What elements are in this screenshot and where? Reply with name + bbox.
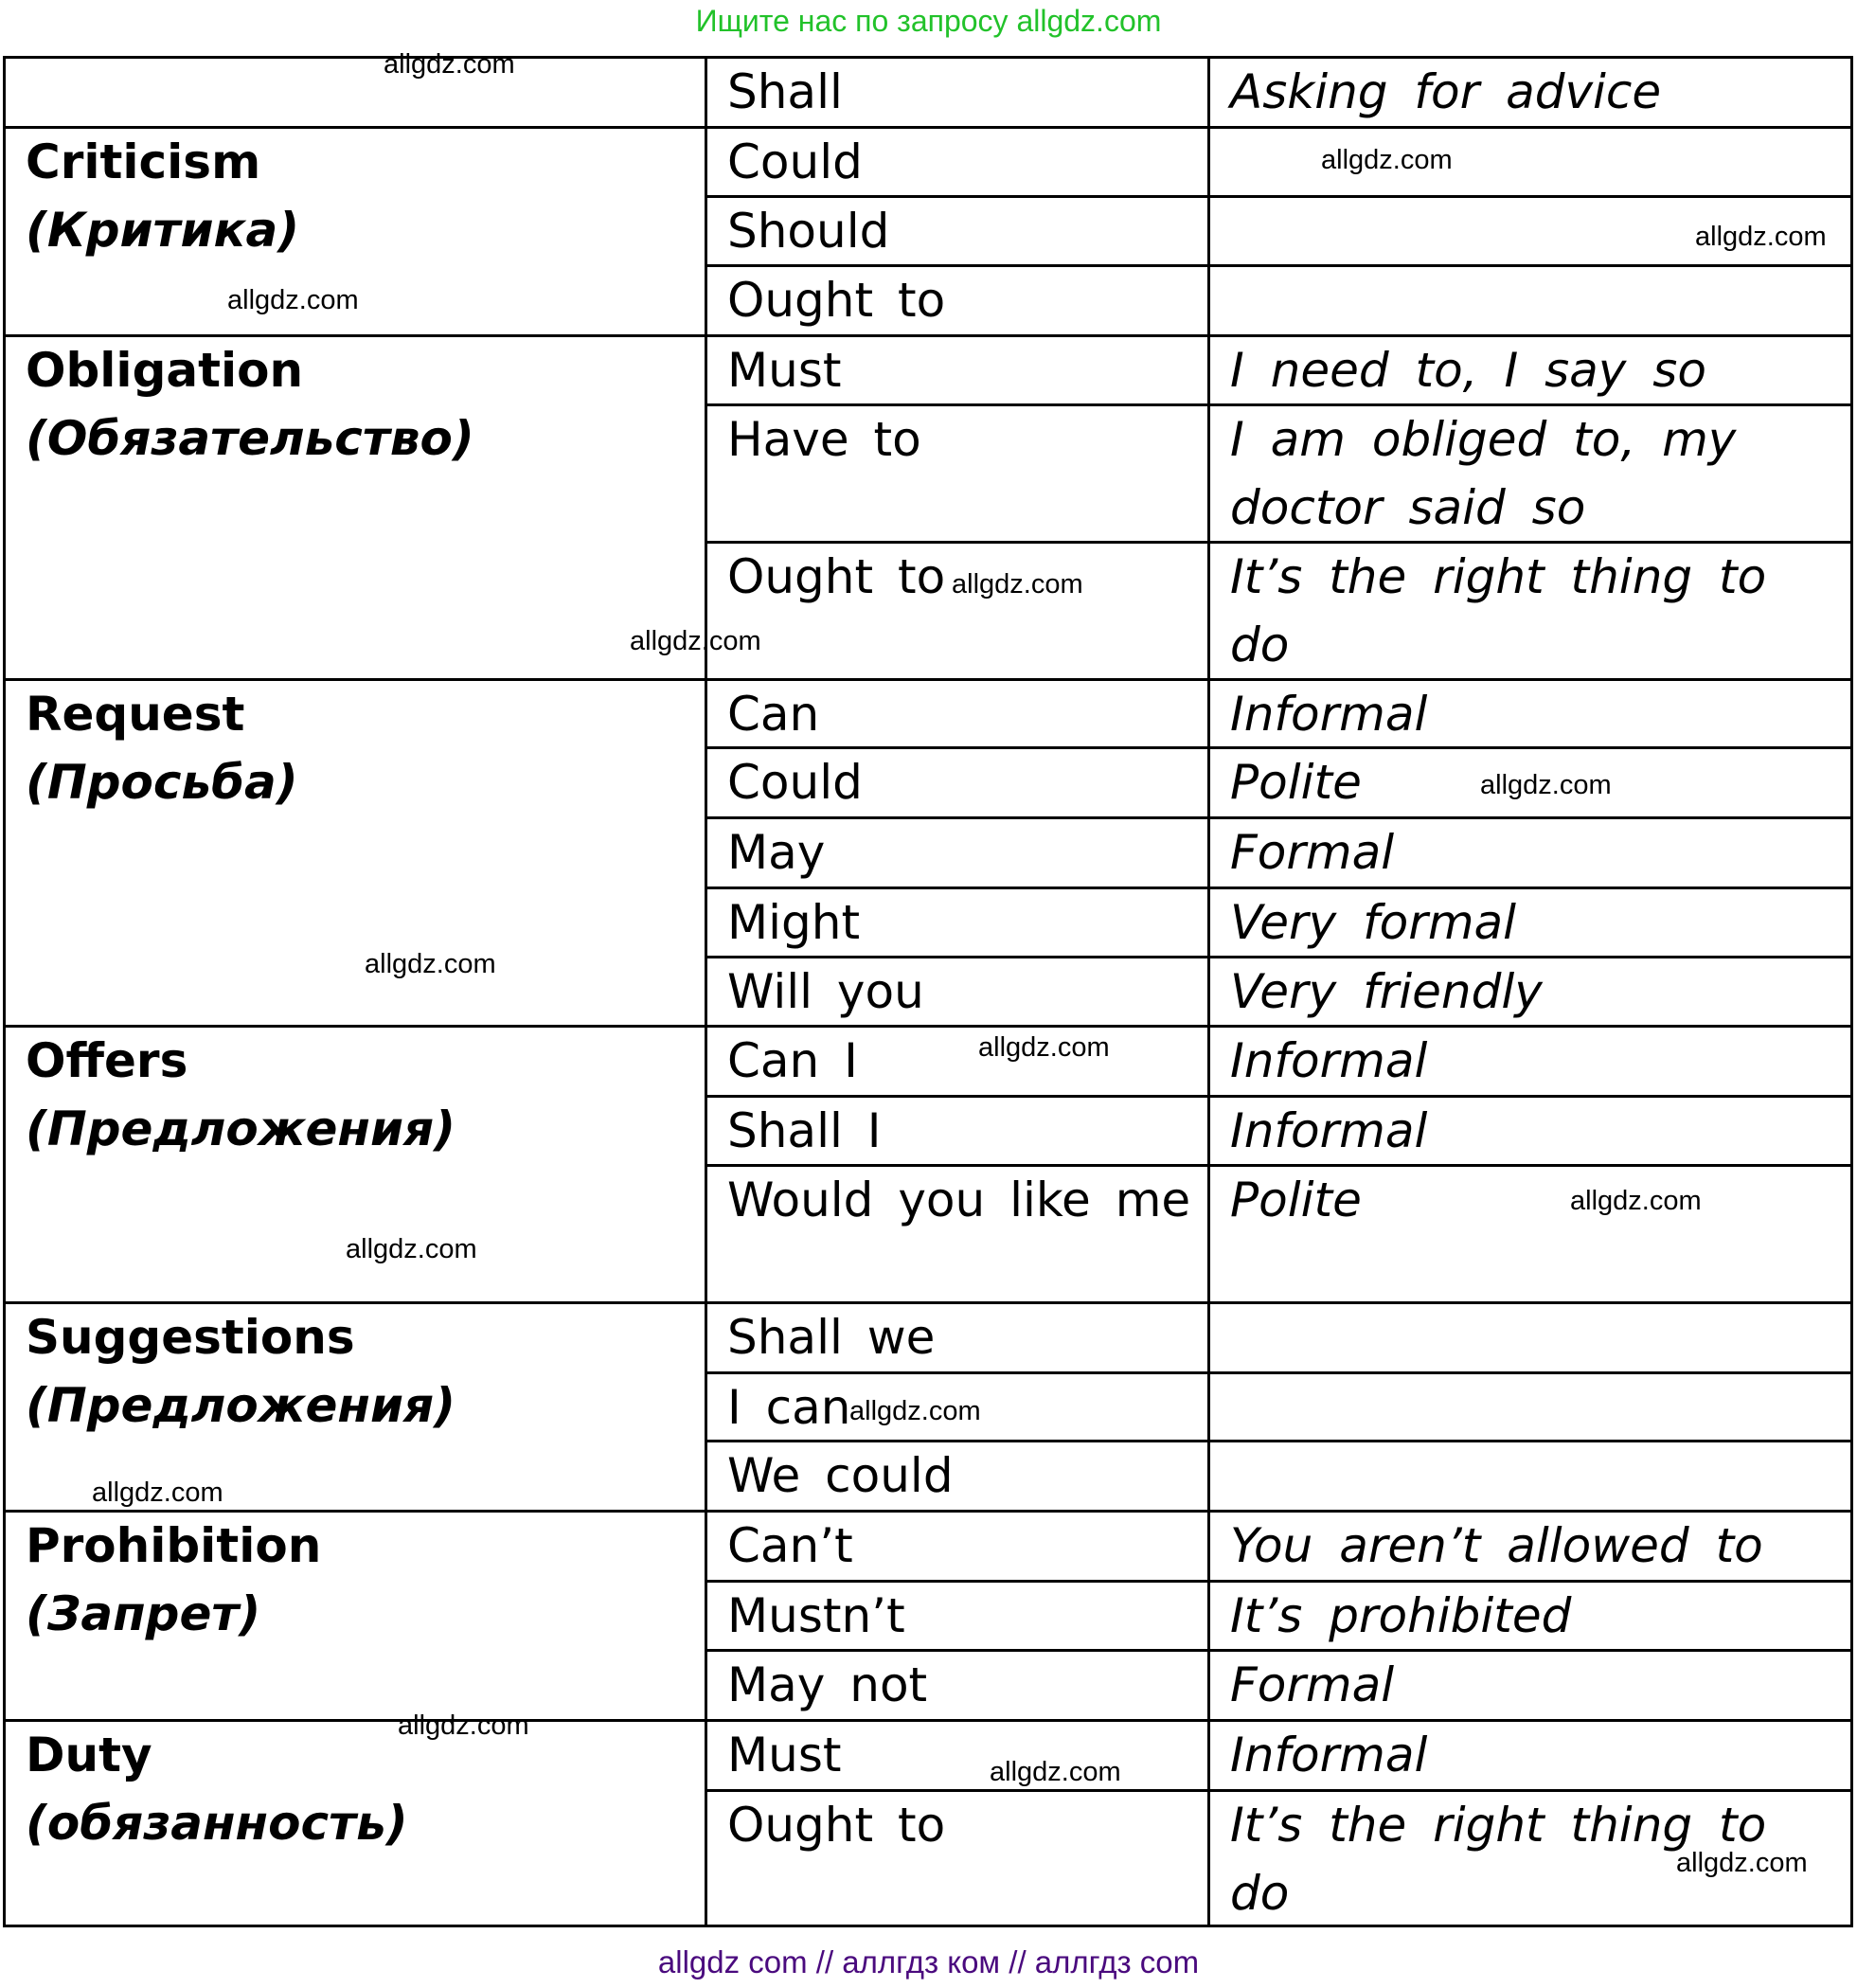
category-name: Duty [26, 1728, 152, 1782]
modal-verb-cell: Ought to [727, 549, 946, 604]
category-translation: (Критика) [26, 203, 300, 258]
watermark-text: allgdz.com [978, 1032, 1110, 1063]
modal-verb-cell: Can I [727, 1033, 858, 1088]
watermark-text: allgdz.com [398, 1710, 529, 1741]
modal-verb-cell: Shall I [727, 1103, 882, 1158]
header-text: Ищите нас по запросу allgdz.com [695, 4, 1162, 38]
category-name: Offers [26, 1033, 188, 1088]
category-name: Obligation [26, 343, 304, 398]
modal-verb-cell: May not [727, 1657, 928, 1712]
meaning-cell: Informal [1230, 687, 1428, 742]
watermark-text: allgdz.com [1570, 1186, 1702, 1216]
modal-verb-cell: Can [727, 687, 820, 742]
modal-verb-cell: Should [727, 204, 890, 259]
meaning-cell: You aren’t allowed to [1230, 1518, 1763, 1573]
meaning-cell: It’s the right thing to do [1230, 549, 1767, 672]
category-translation: (Предложения) [26, 1378, 455, 1433]
watermark-text: allgdz.com [1676, 1848, 1808, 1878]
page-footer-banner [0, 1942, 1857, 1983]
category-name: Criticism [26, 134, 261, 189]
watermark-text: allgdz.com [92, 1478, 223, 1508]
modal-verb-cell: Ought to [727, 1798, 946, 1853]
meaning-cell: Informal [1230, 1103, 1428, 1158]
watermark-text: allgdz.com [952, 569, 1083, 600]
category-translation: (Предложения) [26, 1101, 455, 1156]
category-name: Prohibition [26, 1518, 322, 1573]
modal-verb-cell: Could [727, 134, 863, 189]
meaning-cell: I am obliged to, my doctor said so [1230, 412, 1737, 535]
category-cell [26, 336, 474, 473]
modal-verb-cell: Have to [727, 412, 921, 467]
meaning-cell: Polite [1230, 755, 1362, 810]
modal-verb-cell: Might [727, 895, 861, 950]
category-cell [26, 128, 299, 264]
modal-verb-cell: I can [727, 1380, 851, 1435]
modal-verb-cell: Shall we [727, 1310, 936, 1365]
modal-verb-cell: Will you [727, 964, 924, 1019]
modal-verb-cell: Ought to [727, 273, 946, 328]
category-name: Suggestions [26, 1310, 355, 1365]
watermark-text: allgdz.com [630, 626, 761, 656]
category-translation: (Запрет) [26, 1586, 261, 1641]
meaning-cell: Informal [1230, 1728, 1428, 1782]
modal-verb-cell: Would you like me [727, 1173, 1191, 1227]
category-translation: (Просьба) [26, 755, 298, 810]
watermark-text: allgdz.com [365, 949, 496, 979]
meaning-cell: Formal [1230, 825, 1395, 880]
category-cell [26, 1303, 455, 1440]
watermark-text: allgdz.com [1321, 145, 1453, 175]
meaning-cell: Polite [1230, 1173, 1362, 1227]
category-cell [26, 1027, 455, 1163]
meaning-cell: I need to, I say so [1230, 343, 1706, 398]
modal-verb-cell: May [727, 825, 826, 880]
watermark-text: allgdz.com [1480, 770, 1612, 800]
modal-verb-cell: We could [727, 1448, 954, 1503]
footer-text: allgdz com // аллгдз ком // аллгдз com [657, 1944, 1200, 1979]
modal-verb-cell: Can’t [727, 1518, 853, 1573]
meaning-cell: It’s prohibited [1230, 1588, 1572, 1643]
modal-verb-cell: Mustn’t [727, 1588, 905, 1643]
category-cell [26, 1512, 321, 1648]
watermark-text: allgdz.com [227, 285, 359, 315]
category-cell [26, 1721, 408, 1857]
modal-verb-cell: Could [727, 755, 863, 810]
meaning-cell: Very friendly [1230, 964, 1543, 1019]
category-name: Request [26, 687, 245, 742]
meaning-cell: Very formal [1230, 895, 1517, 950]
watermark-text: allgdz.com [384, 49, 515, 80]
modal-verb-cell: Must [727, 343, 842, 398]
watermark-text: allgdz.com [1695, 222, 1827, 252]
category-translation: (обязанность) [26, 1796, 408, 1851]
modal-verb-cell: Shall [727, 64, 843, 119]
page-header-banner [0, 0, 1857, 42]
watermark-text: allgdz.com [990, 1757, 1121, 1787]
meaning-cell: Asking for advice [1230, 64, 1662, 119]
category-cell [26, 680, 298, 816]
modal-verb-cell: Must [727, 1728, 842, 1782]
category-translation: (Обязательство) [26, 411, 474, 466]
meaning-cell: Informal [1230, 1033, 1428, 1088]
watermark-text: allgdz.com [346, 1234, 477, 1264]
modal-verbs-table [3, 56, 1853, 1925]
meaning-cell: Formal [1230, 1657, 1395, 1712]
meaning-cell: It’s the right thing to do [1230, 1798, 1767, 1921]
watermark-text: allgdz.com [849, 1396, 981, 1426]
